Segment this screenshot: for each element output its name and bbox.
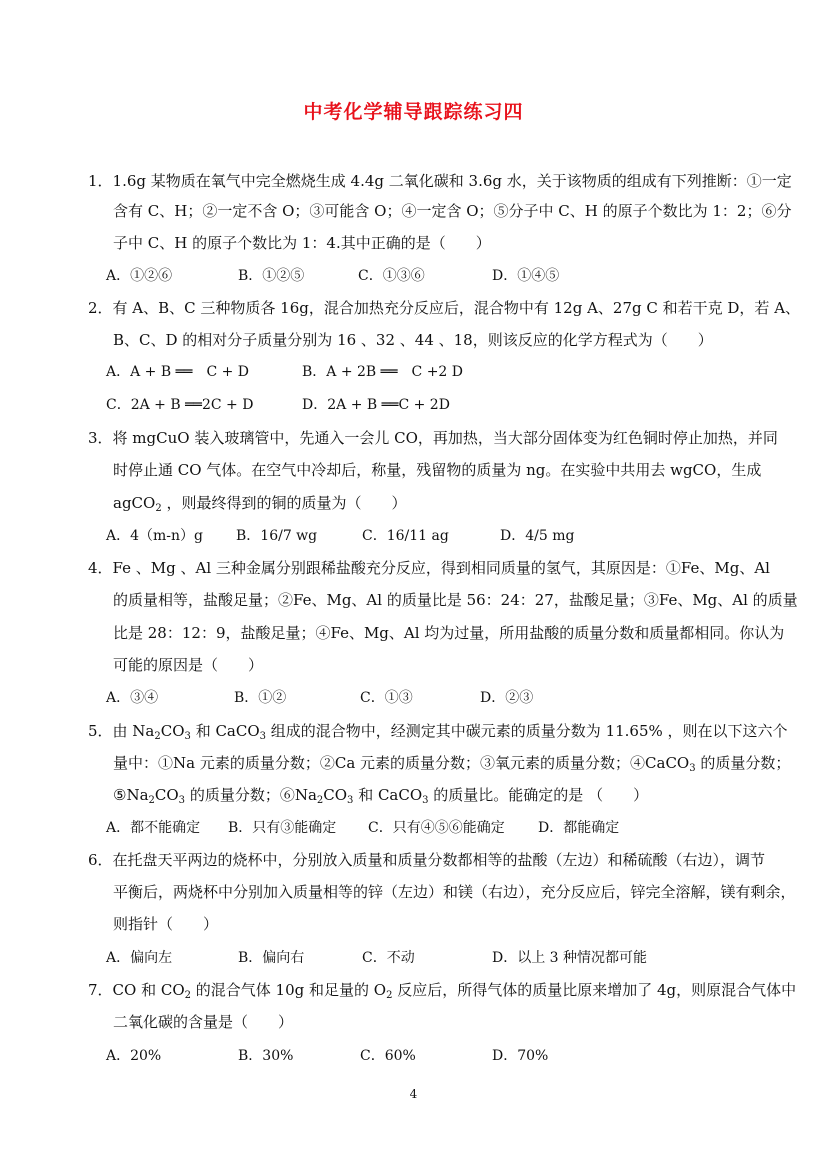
option-a[interactable]: A．A + B ══ C + D: [106, 364, 250, 380]
option-c[interactable]: C．2A + B ══2C + D: [106, 397, 254, 413]
option-d[interactable]: D．①④⑤: [492, 268, 560, 284]
question-5-line: 量中：①Na 元素的质量分数；②Ca 元素的质量分数；③氧元素的质量分数；④CaCO$_3$ 的质量分数；: [113, 754, 791, 774]
option-b[interactable]: B．A + 2B ══ C +2 D: [302, 364, 464, 380]
option-c[interactable]: C．①③⑥: [358, 268, 425, 284]
question-3-line: 时停止通 CO 气体。在空气中冷却后，称量，残留物的质量为 ng。在实验中共用去 wgCO，生成: [113, 461, 762, 479]
option-c[interactable]: C．①③: [360, 690, 413, 706]
question-3-line: agCO$_2$ ，则最终得到的铜的质量为（ ）: [113, 494, 407, 514]
option-b[interactable]: B．①②⑤: [238, 268, 305, 284]
question-3-line: 3．将 mgCuO 装入玻璃管中，先通入一会儿 CO，再加热，当大部分固体变为红色铜时停止加热，并同: [88, 429, 778, 447]
option-d[interactable]: D．②③: [480, 690, 534, 706]
page-number: 4: [409, 1087, 418, 1101]
option-a[interactable]: A．①②⑥: [106, 268, 173, 284]
option-c[interactable]: C．16/11 ag: [362, 528, 449, 544]
option-d[interactable]: D．以上 3 种情况都可能: [492, 950, 648, 966]
option-c[interactable]: C．60%: [360, 1048, 416, 1064]
option-b[interactable]: B．16/7 wg: [236, 528, 318, 544]
option-c[interactable]: C．只有④⑤⑥能确定: [368, 820, 505, 836]
question-5-line: $⑤Na_2CO_3$ 的质量分数；$⑥Na_2CO_3$ 和 CaCO$_3$ 的质量比。能确定的是 （ ）: [113, 786, 649, 806]
option-d[interactable]: D．2A + B ══C + 2D: [302, 397, 450, 413]
option-a[interactable]: A．4（m-n）g: [106, 528, 204, 544]
option-a[interactable]: A．都不能确定: [106, 820, 201, 836]
option-b[interactable]: B．①②: [234, 690, 287, 706]
question-1-line: 1．1.6g 某物质在氧气中完全燃烧生成 4.4g 二氧化碳和 3.6g 水，关于该物质的组成有下列推断：①一定: [88, 172, 792, 190]
question-5-line: 5．由 $Na_2CO_3$ 和 CaCO$_3$ 组成的混合物中，经测定其中碳元素的质量分数为 11.65% ，则在以下这六个: [88, 722, 788, 742]
option-a[interactable]: A．③④: [106, 690, 159, 706]
question-1-line: 含有 C、H；②一定不含 O；③可能含 O；④一定含 O；⑤分子中 C、H 的原子个数比为 1：2；⑥分: [113, 202, 792, 220]
question-4-line: 比是 28：12：9，盐酸足量；④Fe、Mg、Al 均为过量，所用盐酸的质量分数和质量都相同。你认为: [113, 624, 785, 642]
question-4-line: 4．Fe 、Mg 、Al 三种金属分别跟稀盐酸充分反应，得到相同质量的氢气，其原因是：①Fe、Mg、Al: [88, 559, 770, 577]
option-c[interactable]: C．不动: [362, 950, 415, 966]
question-2-line: 2．有 A、B、C 三种物质各 16g，混合加热充分反应后，混合物中有 12g A、27g C 和若干克 D，若 A、: [88, 299, 801, 317]
option-a[interactable]: A．20%: [106, 1048, 162, 1064]
question-2-line: B、C、D 的相对分子质量分别为 16 、32 、44 、18，则该反应的化学方程式为（ ）: [113, 331, 713, 349]
question-4-line: 的质量相等，盐酸足量；②Fe、Mg、Al 的质量比是 56：24：27，盐酸足量；③Fe、Mg、Al 的质量: [113, 591, 798, 609]
option-b[interactable]: B．只有③能确定: [228, 820, 337, 836]
option-d[interactable]: D．都能确定: [538, 820, 620, 836]
question-7-line: 二氧化碳的含量是（ ）: [113, 1013, 294, 1031]
page-title: 中考化学辅导跟踪练习四: [303, 101, 524, 123]
option-b[interactable]: B．30%: [238, 1048, 294, 1064]
option-d[interactable]: D．70%: [492, 1048, 549, 1064]
option-a[interactable]: A．偏向左: [106, 950, 173, 966]
question-1-line: 子中 C、H 的原子个数比为 1：4.其中正确的是（ ）: [113, 234, 491, 252]
option-b[interactable]: B．偏向右: [238, 950, 305, 966]
question-4-line: 可能的原因是（ ）: [113, 656, 264, 674]
question-7-line: 7．CO 和 $CO_2$ 的混合气体 10g 和足量的 $O_2$ 反应后，所得气体的质量比原来增加了 4g，则原混合气体中: [88, 981, 797, 1001]
question-6-line: 6．在托盘天平两边的烧杯中，分别放入质量和质量分数都相等的盐酸（左边）和稀硫酸（右边），调节: [88, 851, 766, 869]
option-d[interactable]: D．4/5 mg: [500, 528, 575, 544]
question-6-line: 平衡后，两烧杯中分别加入质量相等的锌（左边）和镁（右边），充分反应后，锌完全溶解，镁有剩余，: [113, 883, 796, 901]
question-6-line: 则指针（ ）: [113, 915, 219, 933]
